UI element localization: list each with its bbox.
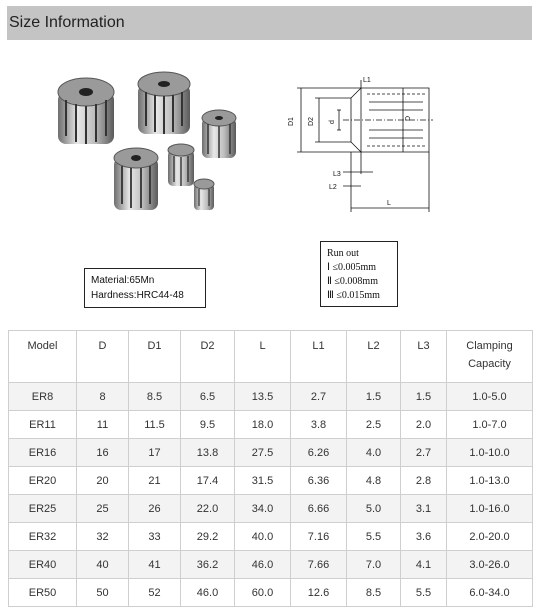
table-cell: 50	[77, 579, 129, 607]
table-cell: 21	[129, 467, 181, 495]
table-cell: ER40	[9, 551, 77, 579]
table-cell: ER20	[9, 467, 77, 495]
collet-dimension-diagram	[283, 74, 443, 222]
column-header: D2	[181, 331, 235, 383]
table-row	[9, 411, 533, 439]
table-cell: 29.2	[181, 523, 235, 551]
collet-tiny	[194, 179, 214, 210]
column-header: Clamping Capacity	[447, 331, 533, 383]
table-cell: 8.5	[347, 579, 401, 607]
material-text: Material:65Mn	[91, 275, 155, 286]
table-row	[9, 495, 533, 523]
table-cell: 3.8	[291, 411, 347, 439]
table-cell: 1.0-13.0	[447, 467, 533, 495]
table-cell: 18.0	[235, 411, 291, 439]
table-cell: 5.5	[347, 523, 401, 551]
diagram-label-small-d: d	[329, 120, 336, 124]
table-cell: 13.5	[235, 383, 291, 411]
table-cell: 6.36	[291, 467, 347, 495]
table-cell: 2.7	[291, 383, 347, 411]
table-cell: ER8	[9, 383, 77, 411]
table-cell: 3.6	[401, 523, 447, 551]
table-cell: 8.5	[129, 383, 181, 411]
runout-grade-1: Ⅰ ≤0.005mm	[327, 262, 376, 273]
diagram-label-big-d: D	[405, 115, 412, 121]
table-cell: 13.8	[181, 439, 235, 467]
diagram-label-l: L	[387, 200, 391, 207]
table-cell: 11	[77, 411, 129, 439]
table-cell: 20	[77, 467, 129, 495]
table-cell: ER11	[9, 411, 77, 439]
diagram-label-l3: L3	[333, 171, 341, 178]
diagram-label-d2: D2	[308, 117, 315, 126]
table-cell: 27.5	[235, 439, 291, 467]
column-header: L1	[291, 331, 347, 383]
column-header: D	[77, 331, 129, 383]
diagram-label-l1: L1	[363, 77, 371, 84]
table-cell: 6.66	[291, 495, 347, 523]
table-row	[9, 383, 533, 411]
table-cell: 1.0-16.0	[447, 495, 533, 523]
table-cell: ER32	[9, 523, 77, 551]
table-cell: 2.7	[401, 439, 447, 467]
table-cell: 5.5	[401, 579, 447, 607]
table-cell: 26	[129, 495, 181, 523]
table-cell: 31.5	[235, 467, 291, 495]
table-cell: 1.5	[401, 383, 447, 411]
collet-large-left	[58, 78, 114, 144]
table-cell: 5.0	[347, 495, 401, 523]
table-cell: ER50	[9, 579, 77, 607]
table-cell: 52	[129, 579, 181, 607]
runout-grade-3: Ⅲ ≤0.015mm	[327, 290, 380, 301]
table-cell: 25	[77, 495, 129, 523]
table-row	[9, 467, 533, 495]
table-cell: 6.5	[181, 383, 235, 411]
column-header: Model	[9, 331, 77, 383]
table-cell: 4.1	[401, 551, 447, 579]
table-cell: 8	[77, 383, 129, 411]
table-cell: ER25	[9, 495, 77, 523]
section-title: Size Information	[9, 14, 125, 31]
column-header: L2	[347, 331, 401, 383]
table-cell: 11.5	[129, 411, 181, 439]
table-cell: 2.8	[401, 467, 447, 495]
table-cell: 9.5	[181, 411, 235, 439]
table-row	[9, 579, 533, 607]
table-cell: 2.5	[347, 411, 401, 439]
table-cell: 1.0-10.0	[447, 439, 533, 467]
column-header: D1	[129, 331, 181, 383]
runout-box	[320, 241, 398, 307]
table-cell: 6.0-34.0	[447, 579, 533, 607]
table-cell: 4.0	[347, 439, 401, 467]
table-cell: 12.6	[291, 579, 347, 607]
table-cell: 1.0-7.0	[447, 411, 533, 439]
table-cell: 41	[129, 551, 181, 579]
section-header	[7, 6, 532, 40]
table-cell: 40.0	[235, 523, 291, 551]
table-cell: 6.26	[291, 439, 347, 467]
table-cell: 16	[77, 439, 129, 467]
table-cell: 2.0	[401, 411, 447, 439]
runout-title: Run out	[327, 248, 359, 259]
table-cell: 7.16	[291, 523, 347, 551]
collet-medium-right	[202, 110, 236, 158]
table-cell: 60.0	[235, 579, 291, 607]
collet-large-center	[138, 72, 190, 134]
table-cell: 3.0-26.0	[447, 551, 533, 579]
table-cell: 32	[77, 523, 129, 551]
runout-grade-2: Ⅱ ≤0.008mm	[327, 276, 378, 287]
collet-medium-front	[114, 148, 158, 210]
diagram-label-l2: L2	[329, 184, 337, 191]
table-cell: 1.5	[347, 383, 401, 411]
table-cell: 46.0	[235, 551, 291, 579]
material-box	[84, 268, 206, 308]
size-table	[8, 330, 533, 607]
table-row	[9, 439, 533, 467]
table-cell: 40	[77, 551, 129, 579]
table-cell: 4.8	[347, 467, 401, 495]
table-cell: 7.0	[347, 551, 401, 579]
table-cell: 36.2	[181, 551, 235, 579]
table-cell: 34.0	[235, 495, 291, 523]
table-header-row	[9, 331, 533, 383]
table-row	[9, 551, 533, 579]
collet-small	[168, 144, 194, 186]
column-header: L3	[401, 331, 447, 383]
table-cell: 17.4	[181, 467, 235, 495]
table-cell: 3.1	[401, 495, 447, 523]
table-row	[9, 523, 533, 551]
table-cell: 17	[129, 439, 181, 467]
column-header: L	[235, 331, 291, 383]
table-cell: 7.66	[291, 551, 347, 579]
hardness-text: Hardness:HRC44-48	[91, 290, 184, 301]
collet-photo	[50, 66, 250, 226]
table-cell: 1.0-5.0	[447, 383, 533, 411]
table-cell: 46.0	[181, 579, 235, 607]
table-cell: 22.0	[181, 495, 235, 523]
diagram-label-d1: D1	[288, 117, 295, 126]
table-cell: 2.0-20.0	[447, 523, 533, 551]
table-cell: ER16	[9, 439, 77, 467]
table-cell: 33	[129, 523, 181, 551]
